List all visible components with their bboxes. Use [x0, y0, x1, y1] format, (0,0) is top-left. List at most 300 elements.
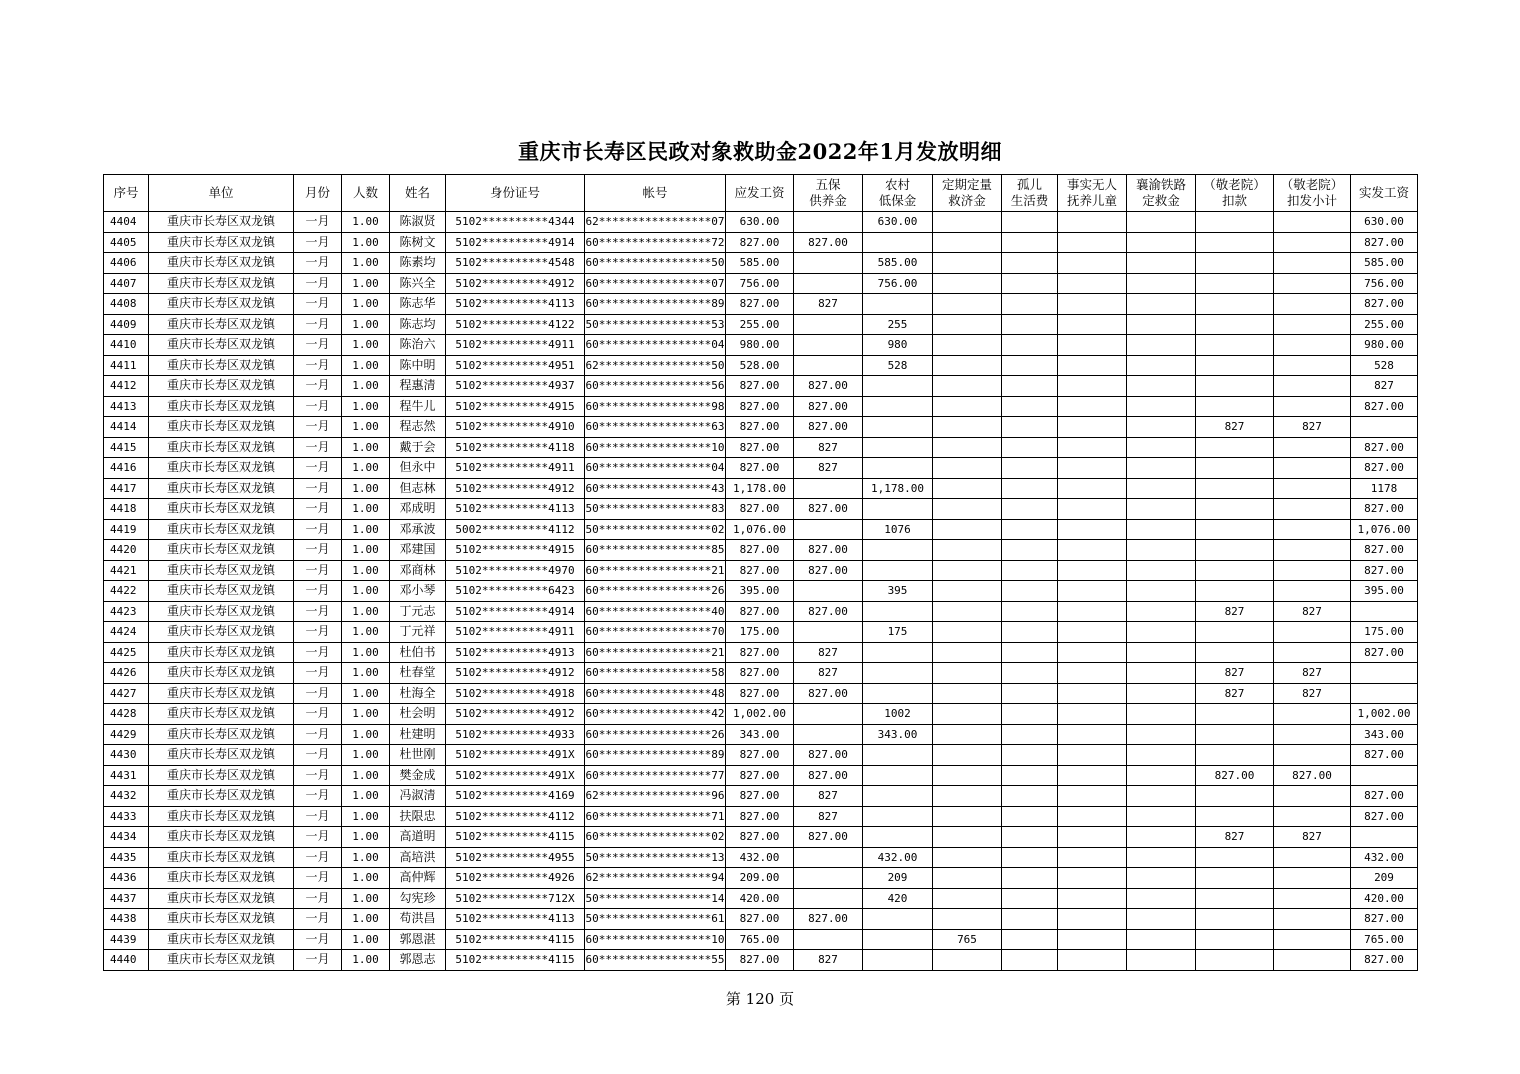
table-cell: 827.00 — [726, 560, 794, 581]
table-cell — [1127, 806, 1196, 827]
table-cell — [863, 540, 933, 561]
table-cell — [1196, 396, 1274, 417]
table-cell: 5102**********4118 — [446, 437, 585, 458]
table-cell — [1127, 560, 1196, 581]
table-cell — [1002, 212, 1058, 233]
table-cell: 5102**********4912 — [446, 478, 585, 499]
table-cell — [1127, 909, 1196, 930]
table-cell: 4433 — [104, 806, 149, 827]
table-cell: 4408 — [104, 294, 149, 315]
table-cell: 827.00 — [726, 437, 794, 458]
table-cell: 827.00 — [1351, 642, 1418, 663]
table-cell: 827 — [1196, 663, 1274, 684]
table-cell: 重庆市长寿区双龙镇 — [149, 458, 294, 479]
table-cell — [933, 745, 1002, 766]
table-cell: 一月 — [294, 724, 342, 745]
table-cell — [933, 786, 1002, 807]
table-cell — [1058, 560, 1127, 581]
table-cell — [794, 581, 863, 602]
table-cell: 5102**********4926 — [446, 868, 585, 889]
table-cell: 4439 — [104, 929, 149, 950]
table-cell — [794, 724, 863, 745]
table-cell — [1127, 499, 1196, 520]
table-cell: 1.00 — [342, 212, 390, 233]
column-header: 月份 — [294, 175, 342, 212]
table-cell: 重庆市长寿区双龙镇 — [149, 868, 294, 889]
table-cell: 1.00 — [342, 273, 390, 294]
table-row — [104, 253, 1418, 274]
table-cell: 827.00 — [794, 396, 863, 417]
table-cell: 陈淑贤 — [390, 212, 446, 233]
table-cell: 827.00 — [1351, 396, 1418, 417]
table-cell — [1274, 560, 1351, 581]
table-cell — [1196, 335, 1274, 356]
table-cell: 827.00 — [726, 683, 794, 704]
table-cell — [1002, 355, 1058, 376]
table-cell: 395.00 — [1351, 581, 1418, 602]
table-cell: 827.00 — [794, 827, 863, 848]
table-cell — [933, 253, 1002, 274]
table-row — [104, 355, 1418, 376]
table-cell: 765 — [933, 929, 1002, 950]
table-cell: 1.00 — [342, 355, 390, 376]
table-cell — [1002, 253, 1058, 274]
table-cell — [1196, 560, 1274, 581]
table-cell: 重庆市长寿区双龙镇 — [149, 642, 294, 663]
table-cell: 一月 — [294, 704, 342, 725]
table-cell: 樊金成 — [390, 765, 446, 786]
table-cell — [794, 355, 863, 376]
table-cell: 175 — [863, 622, 933, 643]
table-cell: 5102**********4951 — [446, 355, 585, 376]
table-cell: 陈兴全 — [390, 273, 446, 294]
table-cell: 一月 — [294, 458, 342, 479]
table-cell: 827.00 — [1351, 458, 1418, 479]
table-cell — [1196, 950, 1274, 971]
table-cell: 重庆市长寿区双龙镇 — [149, 499, 294, 520]
table-cell — [1127, 273, 1196, 294]
table-cell — [1196, 458, 1274, 479]
table-cell: 程牛儿 — [390, 396, 446, 417]
table-row — [104, 847, 1418, 868]
table-cell: 重庆市长寿区双龙镇 — [149, 847, 294, 868]
table-cell: 1.00 — [342, 888, 390, 909]
table-cell: 重庆市长寿区双龙镇 — [149, 212, 294, 233]
table-cell — [1351, 663, 1418, 684]
table-cell: 1.00 — [342, 663, 390, 684]
table-cell — [1058, 273, 1127, 294]
table-cell — [1274, 888, 1351, 909]
table-row — [104, 540, 1418, 561]
table-cell — [1002, 417, 1058, 438]
table-cell: 一月 — [294, 314, 342, 335]
column-header: 帐号 — [585, 175, 726, 212]
table-cell: 5102**********4933 — [446, 724, 585, 745]
table-cell — [794, 519, 863, 540]
table-cell: 4409 — [104, 314, 149, 335]
table-cell: 一月 — [294, 499, 342, 520]
table-cell — [863, 294, 933, 315]
table-cell — [1196, 868, 1274, 889]
table-cell: 5102**********4912 — [446, 663, 585, 684]
table-cell — [1002, 458, 1058, 479]
table-cell — [1274, 314, 1351, 335]
table-cell — [794, 704, 863, 725]
table-cell: 邓承波 — [390, 519, 446, 540]
table-cell: 827.00 — [1351, 437, 1418, 458]
table-cell: 重庆市长寿区双龙镇 — [149, 765, 294, 786]
table-row — [104, 642, 1418, 663]
table-cell: 杜会明 — [390, 704, 446, 725]
table-cell: 1076 — [863, 519, 933, 540]
table-cell — [1058, 376, 1127, 397]
table-cell — [1196, 253, 1274, 274]
table-cell — [1002, 806, 1058, 827]
table-cell: 827.00 — [1274, 765, 1351, 786]
table-cell — [1058, 663, 1127, 684]
table-cell: 60*****************89 — [585, 745, 726, 766]
table-cell: 重庆市长寿区双龙镇 — [149, 335, 294, 356]
table-cell: 827.00 — [726, 806, 794, 827]
table-cell: 1.00 — [342, 683, 390, 704]
table-cell — [1058, 253, 1127, 274]
table-cell — [1002, 294, 1058, 315]
table-cell — [1127, 827, 1196, 848]
table-cell: 5102**********4344 — [446, 212, 585, 233]
table-cell: 827.00 — [1351, 540, 1418, 561]
table-cell: 1.00 — [342, 950, 390, 971]
table-cell: 756.00 — [863, 273, 933, 294]
table-cell: 扶限忠 — [390, 806, 446, 827]
table-cell — [933, 888, 1002, 909]
table-cell — [794, 847, 863, 868]
table-cell: 50*****************83 — [585, 499, 726, 520]
table-cell: 827.00 — [726, 950, 794, 971]
table-cell — [1127, 704, 1196, 725]
table-cell — [1058, 499, 1127, 520]
table-cell: 5102**********4113 — [446, 499, 585, 520]
table-cell: 60*****************02 — [585, 827, 726, 848]
table-cell: 827.00 — [726, 232, 794, 253]
table-cell: 4428 — [104, 704, 149, 725]
table-cell — [1196, 909, 1274, 930]
table-cell — [1058, 335, 1127, 356]
table-cell: 一月 — [294, 376, 342, 397]
table-cell: 827.00 — [726, 499, 794, 520]
table-cell: 827 — [794, 294, 863, 315]
table-cell — [794, 868, 863, 889]
table-cell: 重庆市长寿区双龙镇 — [149, 376, 294, 397]
table-cell — [933, 950, 1002, 971]
table-cell: 1002 — [863, 704, 933, 725]
table-cell — [1127, 581, 1196, 602]
table-cell — [794, 478, 863, 499]
table-cell: 60*****************42 — [585, 704, 726, 725]
table-cell — [1127, 929, 1196, 950]
table-cell — [1002, 540, 1058, 561]
column-header: 孤儿 生活费 — [1002, 175, 1058, 212]
table-cell — [794, 314, 863, 335]
table-cell: 827 — [794, 950, 863, 971]
table-cell: 62*****************96 — [585, 786, 726, 807]
table-cell — [1058, 868, 1127, 889]
table-cell: 5102**********4115 — [446, 929, 585, 950]
table-cell — [1127, 519, 1196, 540]
table-cell: 4440 — [104, 950, 149, 971]
table-cell — [933, 519, 1002, 540]
table-cell — [1058, 601, 1127, 622]
table-cell — [794, 335, 863, 356]
table-row — [104, 765, 1418, 786]
table-cell — [1127, 478, 1196, 499]
table-cell: 827 — [1274, 601, 1351, 622]
table-cell: 1178 — [1351, 478, 1418, 499]
table-cell: 60*****************50 — [585, 253, 726, 274]
table-cell — [863, 642, 933, 663]
table-cell — [1002, 868, 1058, 889]
table-cell: 1.00 — [342, 417, 390, 438]
table-cell: 5102**********4115 — [446, 827, 585, 848]
table-cell: 343.00 — [863, 724, 933, 745]
table-cell: 60*****************26 — [585, 724, 726, 745]
table-cell — [794, 888, 863, 909]
table-cell — [863, 663, 933, 684]
table-cell — [933, 704, 1002, 725]
table-cell: 一月 — [294, 253, 342, 274]
table-cell: 827.00 — [794, 560, 863, 581]
table-cell — [863, 827, 933, 848]
table-cell: 60*****************63 — [585, 417, 726, 438]
table-cell: 重庆市长寿区双龙镇 — [149, 745, 294, 766]
table-cell: 827.00 — [1351, 232, 1418, 253]
table-cell — [1058, 581, 1127, 602]
table-cell: 一月 — [294, 437, 342, 458]
table-cell: 1.00 — [342, 253, 390, 274]
table-cell: 重庆市长寿区双龙镇 — [149, 704, 294, 725]
table-cell: 209.00 — [726, 868, 794, 889]
table-cell — [933, 622, 1002, 643]
table-cell — [1058, 642, 1127, 663]
table-cell: 5102**********4912 — [446, 704, 585, 725]
table-cell: 4414 — [104, 417, 149, 438]
table-cell: 一月 — [294, 396, 342, 417]
table-cell — [933, 314, 1002, 335]
table-cell — [1002, 724, 1058, 745]
table-cell: 4436 — [104, 868, 149, 889]
table-row — [104, 601, 1418, 622]
table-cell — [1002, 765, 1058, 786]
table-cell — [1196, 273, 1274, 294]
table-cell: 高培洪 — [390, 847, 446, 868]
table-cell: 432.00 — [863, 847, 933, 868]
table-cell: 827 — [794, 458, 863, 479]
table-cell: 1.00 — [342, 601, 390, 622]
table-cell — [1058, 437, 1127, 458]
table-cell — [1002, 273, 1058, 294]
table-cell: 5102**********4914 — [446, 601, 585, 622]
table-row — [104, 335, 1418, 356]
table-cell — [1351, 417, 1418, 438]
table-cell: 重庆市长寿区双龙镇 — [149, 437, 294, 458]
table-cell: 重庆市长寿区双龙镇 — [149, 478, 294, 499]
table-cell: 756.00 — [726, 273, 794, 294]
table-cell: 827.00 — [1351, 294, 1418, 315]
table-body — [104, 212, 1418, 971]
table-row — [104, 745, 1418, 766]
table-cell — [863, 683, 933, 704]
table-cell: 4405 — [104, 232, 149, 253]
table-cell: 杜海全 — [390, 683, 446, 704]
table-cell — [863, 765, 933, 786]
table-cell: 1.00 — [342, 560, 390, 581]
table-cell — [1058, 765, 1127, 786]
table-cell: 邓成明 — [390, 499, 446, 520]
table-cell: 1,076.00 — [1351, 519, 1418, 540]
table-cell — [863, 396, 933, 417]
table-cell: 5102**********4937 — [446, 376, 585, 397]
table-cell — [933, 560, 1002, 581]
table-cell — [1002, 232, 1058, 253]
table-cell: 4434 — [104, 827, 149, 848]
table-cell — [863, 417, 933, 438]
table-cell: 一月 — [294, 868, 342, 889]
table-cell: 1,076.00 — [726, 519, 794, 540]
table-row — [104, 868, 1418, 889]
table-cell: 一月 — [294, 909, 342, 930]
table-cell — [1058, 314, 1127, 335]
table-cell — [933, 335, 1002, 356]
table-row — [104, 724, 1418, 745]
table-cell — [1002, 560, 1058, 581]
table-cell: 1.00 — [342, 458, 390, 479]
table-cell: 60*****************56 — [585, 376, 726, 397]
table-cell: 5102**********4169 — [446, 786, 585, 807]
table-cell: 4426 — [104, 663, 149, 684]
table-cell — [863, 929, 933, 950]
table-cell: 1.00 — [342, 314, 390, 335]
table-cell — [1196, 499, 1274, 520]
table-cell: 827.00 — [794, 601, 863, 622]
table-cell: 827.00 — [726, 458, 794, 479]
table-cell — [1127, 786, 1196, 807]
table-cell — [1274, 847, 1351, 868]
table-cell: 一月 — [294, 745, 342, 766]
table-cell — [1274, 929, 1351, 950]
table-cell: 1.00 — [342, 478, 390, 499]
table-cell — [1274, 909, 1351, 930]
table-cell — [933, 232, 1002, 253]
table-cell: 一月 — [294, 663, 342, 684]
table-cell — [1127, 294, 1196, 315]
table-cell: 827.00 — [726, 601, 794, 622]
table-row — [104, 827, 1418, 848]
table-cell — [1274, 232, 1351, 253]
table-cell: 1.00 — [342, 765, 390, 786]
table-cell: 50*****************02 — [585, 519, 726, 540]
table-cell: 1.00 — [342, 335, 390, 356]
table-cell: 827.00 — [794, 909, 863, 930]
table-cell: 一月 — [294, 765, 342, 786]
table-cell — [1002, 601, 1058, 622]
table-cell: 5102**********4913 — [446, 642, 585, 663]
table-cell — [794, 273, 863, 294]
table-cell: 4438 — [104, 909, 149, 930]
table-cell: 420.00 — [1351, 888, 1418, 909]
table-row — [104, 437, 1418, 458]
table-cell — [1127, 355, 1196, 376]
table-cell: 一月 — [294, 786, 342, 807]
table-cell: 4416 — [104, 458, 149, 479]
table-cell: 827.00 — [1351, 950, 1418, 971]
table-header-row — [104, 175, 1418, 212]
table-cell: 5102**********4912 — [446, 273, 585, 294]
table-cell: 5102**********491X — [446, 745, 585, 766]
table-cell: 62*****************94 — [585, 868, 726, 889]
table-cell: 一月 — [294, 929, 342, 950]
table-cell — [1196, 540, 1274, 561]
table-cell: 1.00 — [342, 622, 390, 643]
table-cell: 4425 — [104, 642, 149, 663]
table-cell — [1274, 950, 1351, 971]
table-cell — [1002, 437, 1058, 458]
table-row — [104, 888, 1418, 909]
table-cell: 一月 — [294, 478, 342, 499]
table-cell — [863, 745, 933, 766]
table-cell: 4419 — [104, 519, 149, 540]
table-cell: 重庆市长寿区双龙镇 — [149, 232, 294, 253]
table-cell: 827.00 — [726, 540, 794, 561]
table-cell: 4427 — [104, 683, 149, 704]
table-cell — [863, 499, 933, 520]
table-cell: 戴于会 — [390, 437, 446, 458]
table-cell — [1127, 417, 1196, 438]
table-row — [104, 458, 1418, 479]
table-cell: 1.00 — [342, 745, 390, 766]
table-cell: 重庆市长寿区双龙镇 — [149, 540, 294, 561]
table-cell: 1.00 — [342, 827, 390, 848]
table-cell: 827.00 — [794, 232, 863, 253]
table-cell: 1.00 — [342, 437, 390, 458]
table-cell — [1196, 314, 1274, 335]
table-cell — [863, 950, 933, 971]
table-cell: 420.00 — [726, 888, 794, 909]
table-cell — [1127, 540, 1196, 561]
table-cell: 528.00 — [726, 355, 794, 376]
table-cell — [1127, 868, 1196, 889]
table-row — [104, 232, 1418, 253]
table-cell: 5102**********491X — [446, 765, 585, 786]
table-cell: 50*****************61 — [585, 909, 726, 930]
table-cell: 1,178.00 — [726, 478, 794, 499]
table-cell: 827 — [1196, 417, 1274, 438]
table-cell: 420 — [863, 888, 933, 909]
table-cell — [1002, 929, 1058, 950]
table-cell — [1274, 704, 1351, 725]
table-cell: 4417 — [104, 478, 149, 499]
table-cell: 5102**********4955 — [446, 847, 585, 868]
table-cell: 一月 — [294, 335, 342, 356]
table-cell: 1.00 — [342, 499, 390, 520]
table-cell: 4432 — [104, 786, 149, 807]
table-row — [104, 560, 1418, 581]
table-cell: 827 — [794, 642, 863, 663]
table-cell — [1002, 847, 1058, 868]
table-cell: 5102**********4915 — [446, 540, 585, 561]
table-cell — [1002, 786, 1058, 807]
table-cell: 一月 — [294, 847, 342, 868]
table-cell — [1196, 888, 1274, 909]
table-cell: 209 — [1351, 868, 1418, 889]
